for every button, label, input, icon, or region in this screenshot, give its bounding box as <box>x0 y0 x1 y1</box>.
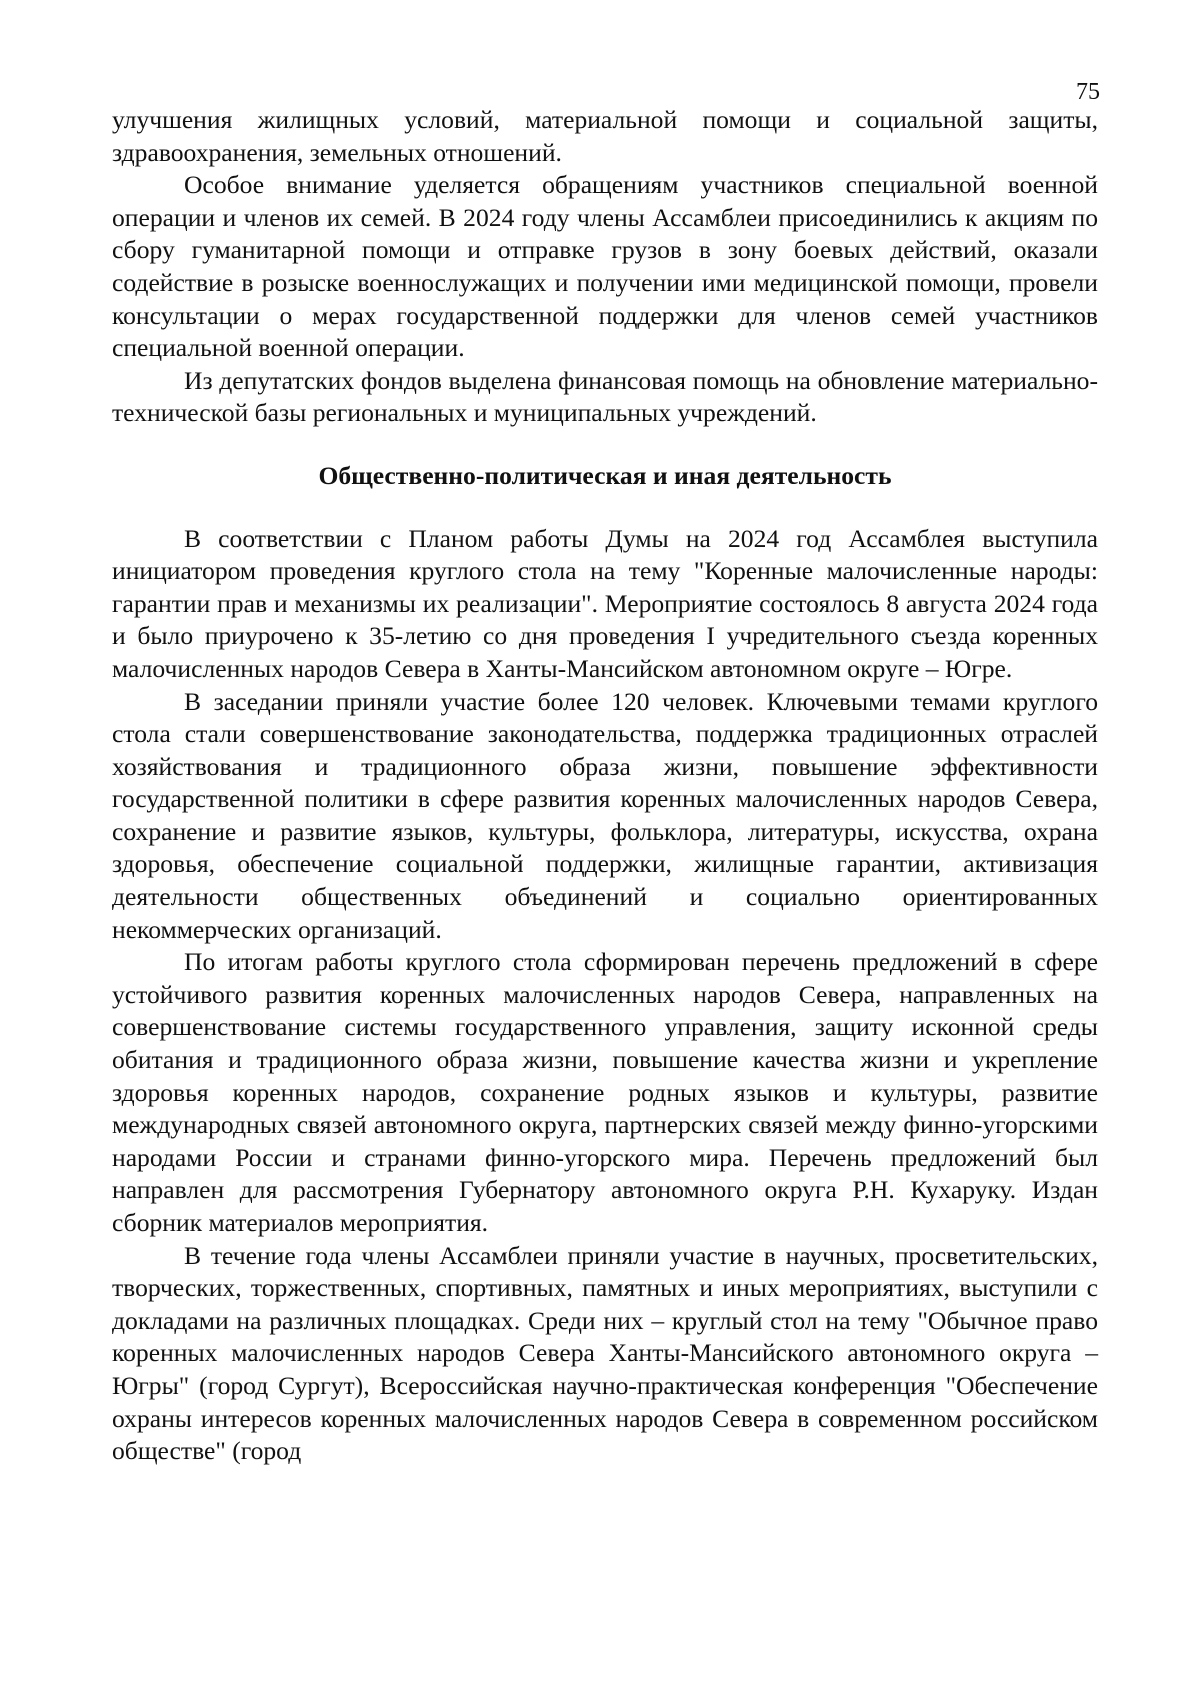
paragraph-round-table: В соответствии с Планом работы Думы на 2024 год Ассамблея выступила инициатором проведения круглого стола на тему "Коренные малочисленные народы: гарантии прав и механизмы их реализации". Мероприятие состоялось 8 августа 2024 года и было приурочено к 35-летию со дня проведения I учредительного съезда коренных малочисленных народов Севера в Ханты-Мансийском автономном округе – Югре. <box>112 523 1098 683</box>
paragraph-svo-support: Особое внимание уделяется обращениям участников специальной военной операции и членов их семей. В 2024 году члены Ассамблеи присоединились к акциям по сбору гуманитарной помощи и отправке грузов в зону боевых действий, оказали содействие в розыске военнослужащих и получении ими медицинской помощи, провели консультации о мерах государственной поддержки для членов семей участников специальной военной операции. <box>112 170 1098 363</box>
section-heading: Общественно-политическая и иная деятельность <box>318 460 892 490</box>
paragraph-deputy-funds: Из депутатских фондов выделена финансовая помощь на обновление материально-технической базы региональных и муниципальных учреждений. <box>112 365 1098 428</box>
page-number: 75 <box>1076 79 1100 105</box>
paragraph-events: В течение года члены Ассамблеи приняли участие в научных, просветительских, творческих, торжественных, спортивных, памятных и иных мероприятиях, выступили с докладами на различных площадках. Среди них – круглый стол на тему "Обычное право коренных малочисленных народов Севера Ханты-Мансийского автономного округа – Югры" (город Сургут), Всероссийская научно-практическая конференция "Обеспечение охраны интересов коренных малочисленных народов Севера в современном российском обществе" (город <box>112 1240 1098 1466</box>
paragraph-continuation: улучшения жилищных условий, материальной помощи и социальной защиты, здравоохранения, земельных отношений. <box>112 105 1098 167</box>
paragraph-participants: В заседании приняли участие более 120 человек. Ключевыми темами круглого стола стали совершенствование законодательства, поддержка традиционных отраслей хозяйствования и традиционного образа жизни, повышение эффективности государственной политики в сфере развития коренных малочисленных народов Севера, сохранение и развитие языков, культуры, фольклора, литературы, искусства, охрана здоровья, обеспечение социальной поддержки, жилищные гарантии, активизация деятельности общественных объединений и социально ориентированных некоммерческих организаций. <box>112 686 1098 944</box>
document-body <box>112 104 1098 1468</box>
paragraph-results: По итогам работы круглого стола сформирован перечень предложений в сфере устойчивого развития коренных малочисленных народов Севера, направленных на совершенствование системы государственного управления, защиту исконной среды обитания и традиционного образа жизни, повышение качества жизни и укрепление здоровья коренных народов, сохранение родных языков и культуры, развитие международных связей автономного округа, партнерских связей между финно-угорскими народами России и странами финно-угорского мира. Перечень предложений был направлен для рассмотрения Губернатору автономного округа Р.Н. Кухаруку. Издан сборник материалов мероприятия. <box>112 947 1098 1237</box>
